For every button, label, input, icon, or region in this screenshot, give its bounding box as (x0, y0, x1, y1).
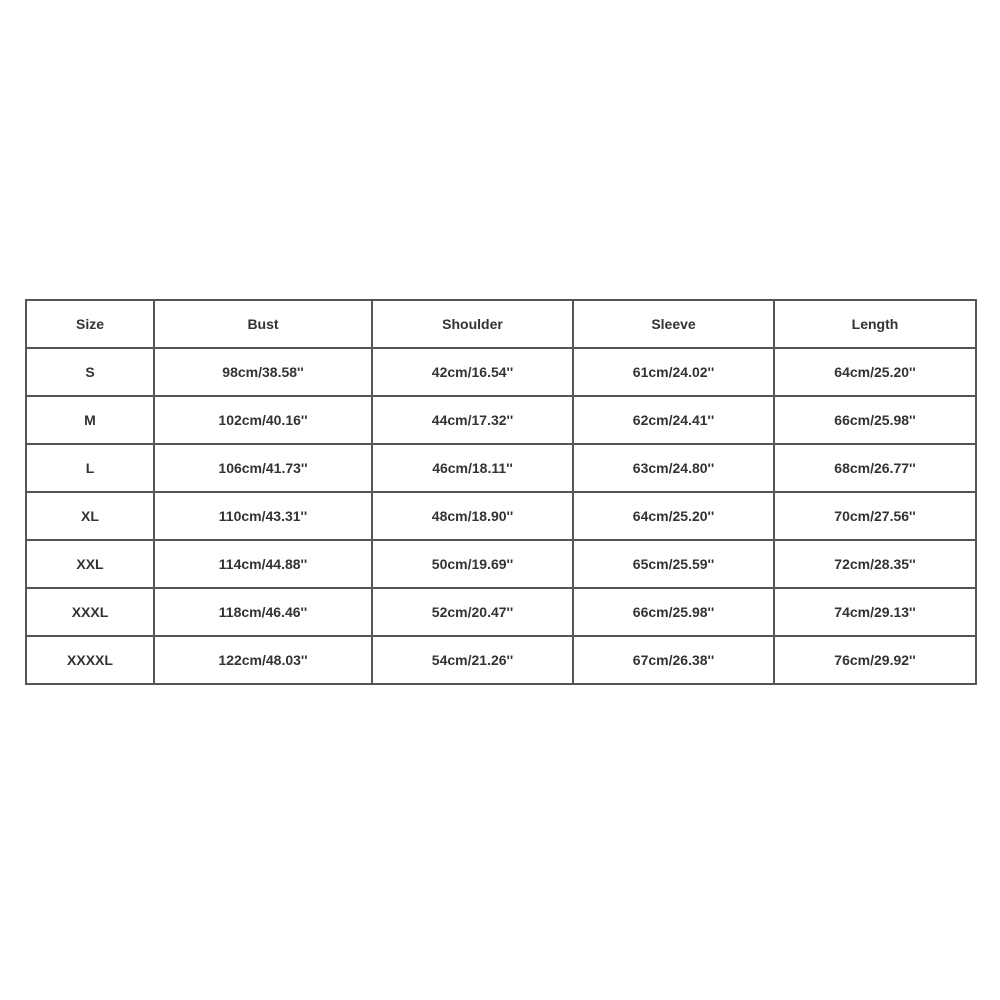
table-row (26, 348, 976, 396)
size-chart-table (25, 299, 977, 685)
length-cell: 74cm/29.13'' (774, 588, 976, 636)
bust-cell: 114cm/44.88'' (154, 540, 372, 588)
size-cell: XXXXL (26, 636, 154, 684)
table-row (26, 540, 976, 588)
sleeve-cell: 64cm/25.20'' (573, 492, 774, 540)
shoulder-cell: 46cm/18.11'' (372, 444, 573, 492)
size-cell: XXL (26, 540, 154, 588)
shoulder-cell: 50cm/19.69'' (372, 540, 573, 588)
sleeve-cell: 62cm/24.41'' (573, 396, 774, 444)
bust-cell: 122cm/48.03'' (154, 636, 372, 684)
table-header-row (26, 300, 976, 348)
sleeve-cell: 65cm/25.59'' (573, 540, 774, 588)
length-cell: 72cm/28.35'' (774, 540, 976, 588)
sleeve-cell: 66cm/25.98'' (573, 588, 774, 636)
table-row (26, 492, 976, 540)
table-row (26, 396, 976, 444)
bust-cell: 106cm/41.73'' (154, 444, 372, 492)
bust-cell: 110cm/43.31'' (154, 492, 372, 540)
shoulder-cell: 52cm/20.47'' (372, 588, 573, 636)
length-cell: 68cm/26.77'' (774, 444, 976, 492)
size-cell: L (26, 444, 154, 492)
sleeve-cell: 67cm/26.38'' (573, 636, 774, 684)
bust-cell: 98cm/38.58'' (154, 348, 372, 396)
length-cell: 66cm/25.98'' (774, 396, 976, 444)
sleeve-cell: 61cm/24.02'' (573, 348, 774, 396)
shoulder-cell: 48cm/18.90'' (372, 492, 573, 540)
table-row (26, 444, 976, 492)
shoulder-cell: 54cm/21.26'' (372, 636, 573, 684)
length-cell: 64cm/25.20'' (774, 348, 976, 396)
length-cell: 70cm/27.56'' (774, 492, 976, 540)
header-size: Size (26, 300, 154, 348)
length-cell: 76cm/29.92'' (774, 636, 976, 684)
header-bust: Bust (154, 300, 372, 348)
size-cell: S (26, 348, 154, 396)
bust-cell: 102cm/40.16'' (154, 396, 372, 444)
header-length: Length (774, 300, 976, 348)
header-shoulder: Shoulder (372, 300, 573, 348)
bust-cell: 118cm/46.46'' (154, 588, 372, 636)
size-cell: XXXL (26, 588, 154, 636)
size-cell: XL (26, 492, 154, 540)
size-cell: M (26, 396, 154, 444)
table-row (26, 588, 976, 636)
shoulder-cell: 42cm/16.54'' (372, 348, 573, 396)
table-row (26, 636, 976, 684)
header-sleeve: Sleeve (573, 300, 774, 348)
shoulder-cell: 44cm/17.32'' (372, 396, 573, 444)
sleeve-cell: 63cm/24.80'' (573, 444, 774, 492)
